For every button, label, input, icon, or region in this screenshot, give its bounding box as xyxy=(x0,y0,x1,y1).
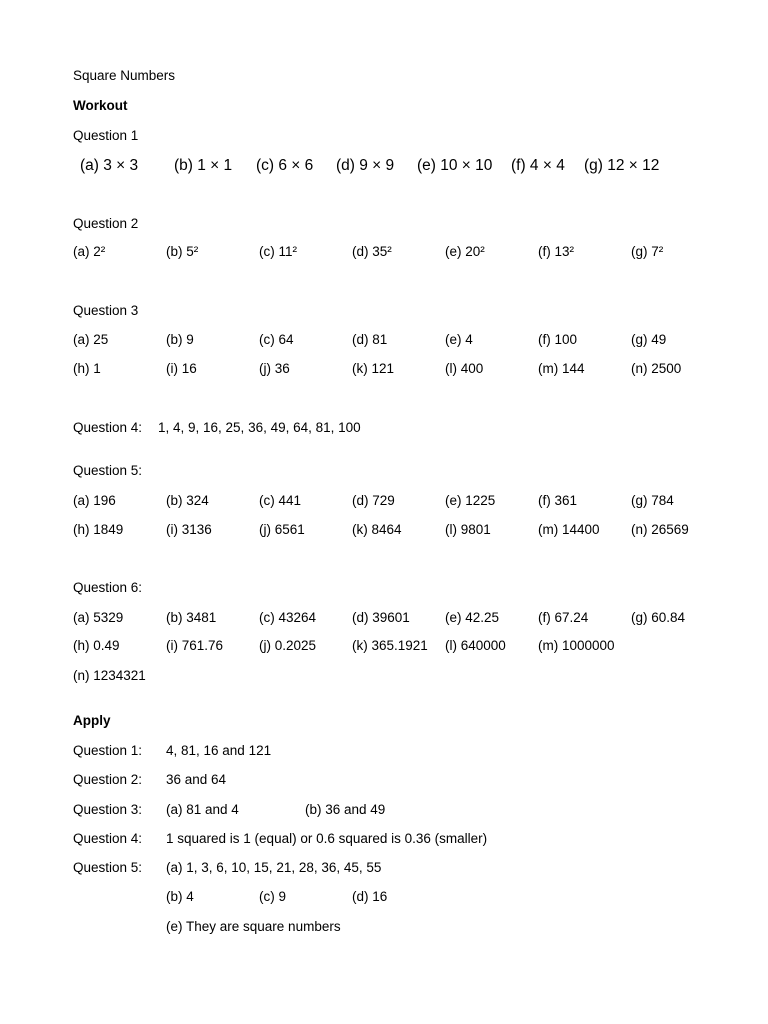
workout-q2-item: (a) 2² xyxy=(73,244,106,259)
workout-q5-item: (l) 9801 xyxy=(445,522,491,537)
workout-q1-label: Question 1 xyxy=(73,128,139,143)
workout-q2-label: Question 2 xyxy=(73,216,139,231)
workout-q2-item: (c) 11² xyxy=(259,244,298,259)
apply-q5-part-b: (b) 4 xyxy=(166,889,194,904)
workout-q6-item: (l) 640000 xyxy=(445,638,506,653)
apply-q3-part-b: (b) 36 and 49 xyxy=(305,802,386,817)
workout-q4-label: Question 4: xyxy=(73,420,143,435)
workout-q3-row xyxy=(0,362,768,378)
workout-q3-item: (d) 81 xyxy=(352,332,388,347)
workout-q6-row xyxy=(0,611,768,627)
workout-q1-item: (d) 9 × 9 xyxy=(336,157,395,174)
workout-q6-item: (f) 67.24 xyxy=(538,610,589,625)
workout-q3-row xyxy=(0,333,768,349)
workout-q5-item: (f) 361 xyxy=(538,493,578,508)
apply-q5-part-d: (d) 16 xyxy=(352,889,388,904)
workout-q3-item: (f) 100 xyxy=(538,332,578,347)
workout-q4-answer: 1, 4, 9, 16, 25, 36, 49, 64, 81, 100 xyxy=(158,420,361,435)
workout-q1-item: (c) 6 × 6 xyxy=(256,157,314,174)
workout-q3-item: (a) 25 xyxy=(73,332,109,347)
workout-q5-row xyxy=(0,523,768,539)
workout-q5-item: (i) 3136 xyxy=(166,522,212,537)
workout-q5-item: (n) 26569 xyxy=(631,522,689,537)
workout-q1-item: (f) 4 × 4 xyxy=(511,157,565,174)
workout-q5-item: (j) 6561 xyxy=(259,522,305,537)
apply-q2-label: Question 2: xyxy=(73,772,143,787)
workout-q5-item: (a) 196 xyxy=(73,493,116,508)
apply-q5-part-e: (e) They are square numbers xyxy=(166,919,341,934)
workout-q3-item: (j) 36 xyxy=(259,361,290,376)
workout-q5-item: (k) 8464 xyxy=(352,522,402,537)
workout-q3-item: (c) 64 xyxy=(259,332,294,347)
workout-q3-item: (k) 121 xyxy=(352,361,395,376)
workout-q2-row xyxy=(0,245,768,261)
apply-q4-answer: 1 squared is 1 (equal) or 0.6 squared is 0.36 (smaller) xyxy=(166,831,488,846)
workout-q6-item: (n) 1234321 xyxy=(73,668,146,683)
workout-q1-item: (b) 1 × 1 xyxy=(174,157,233,174)
workout-q5-item: (d) 729 xyxy=(352,493,395,508)
workout-q1-item: (a) 3 × 3 xyxy=(80,157,139,174)
apply-heading: Apply xyxy=(73,713,111,728)
apply-q1-answer: 4, 81, 16 and 121 xyxy=(166,743,272,758)
workout-q3-item: (g) 49 xyxy=(631,332,667,347)
apply-q4-label: Question 4: xyxy=(73,831,143,846)
workout-q6-item: (a) 5329 xyxy=(73,610,124,625)
apply-q2-answer: 36 and 64 xyxy=(166,772,227,787)
workout-q5-item: (b) 324 xyxy=(166,493,209,508)
workout-q3-item: (l) 400 xyxy=(445,361,484,376)
workout-q6-item: (g) 60.84 xyxy=(631,610,686,625)
workout-q3-item: (e) 4 xyxy=(445,332,473,347)
workout-q3-item: (n) 2500 xyxy=(631,361,682,376)
document-title: Square Numbers xyxy=(73,68,176,83)
workout-q5-label: Question 5: xyxy=(73,463,143,478)
apply-q1-label: Question 1: xyxy=(73,743,143,758)
workout-q6-item: (d) 39601 xyxy=(352,610,410,625)
workout-q6-row xyxy=(0,639,768,655)
workout-q2-item: (g) 7² xyxy=(631,244,664,259)
workout-q1-item: (g) 12 × 12 xyxy=(584,157,660,174)
workout-q6-item: (m) 1000000 xyxy=(538,638,615,653)
workout-heading: Workout xyxy=(73,98,128,113)
workout-q6-item: (c) 43264 xyxy=(259,610,317,625)
workout-q1-row xyxy=(0,158,768,174)
workout-q6-item: (i) 761.76 xyxy=(166,638,224,653)
workout-q6-item: (e) 42.25 xyxy=(445,610,500,625)
workout-q5-row xyxy=(0,494,768,510)
workout-q2-item: (d) 35² xyxy=(352,244,392,259)
workout-q3-item: (b) 9 xyxy=(166,332,194,347)
workout-q5-item: (e) 1225 xyxy=(445,493,496,508)
workout-q1-item: (e) 10 × 10 xyxy=(417,157,493,174)
workout-q3-item: (i) 16 xyxy=(166,361,197,376)
workout-q3-label: Question 3 xyxy=(73,303,139,318)
workout-q6-item: (h) 0.49 xyxy=(73,638,120,653)
workout-q6-item: (b) 3481 xyxy=(166,610,217,625)
apply-q5-part-c: (c) 9 xyxy=(259,889,286,904)
workout-q3-item: (h) 1 xyxy=(73,361,101,376)
workout-q2-item: (e) 20² xyxy=(445,244,485,259)
workout-q6-label: Question 6: xyxy=(73,580,143,595)
workout-q6-item: (j) 0.2025 xyxy=(259,638,317,653)
workout-q6-item: (k) 365.1921 xyxy=(352,638,428,653)
apply-q3-label: Question 3: xyxy=(73,802,143,817)
workout-q3-item: (m) 144 xyxy=(538,361,585,376)
workout-q5-item: (h) 1849 xyxy=(73,522,124,537)
workout-q2-item: (b) 5² xyxy=(166,244,199,259)
workout-q2-item: (f) 13² xyxy=(538,244,575,259)
apply-q3-part-a: (a) 81 and 4 xyxy=(166,802,239,817)
workout-q5-item: (g) 784 xyxy=(631,493,674,508)
workout-q5-item: (m) 14400 xyxy=(538,522,600,537)
apply-q5-part-a: (a) 1, 3, 6, 10, 15, 21, 28, 36, 45, 55 xyxy=(166,860,382,875)
apply-q5-label: Question 5: xyxy=(73,860,143,875)
workout-q5-item: (c) 441 xyxy=(259,493,302,508)
